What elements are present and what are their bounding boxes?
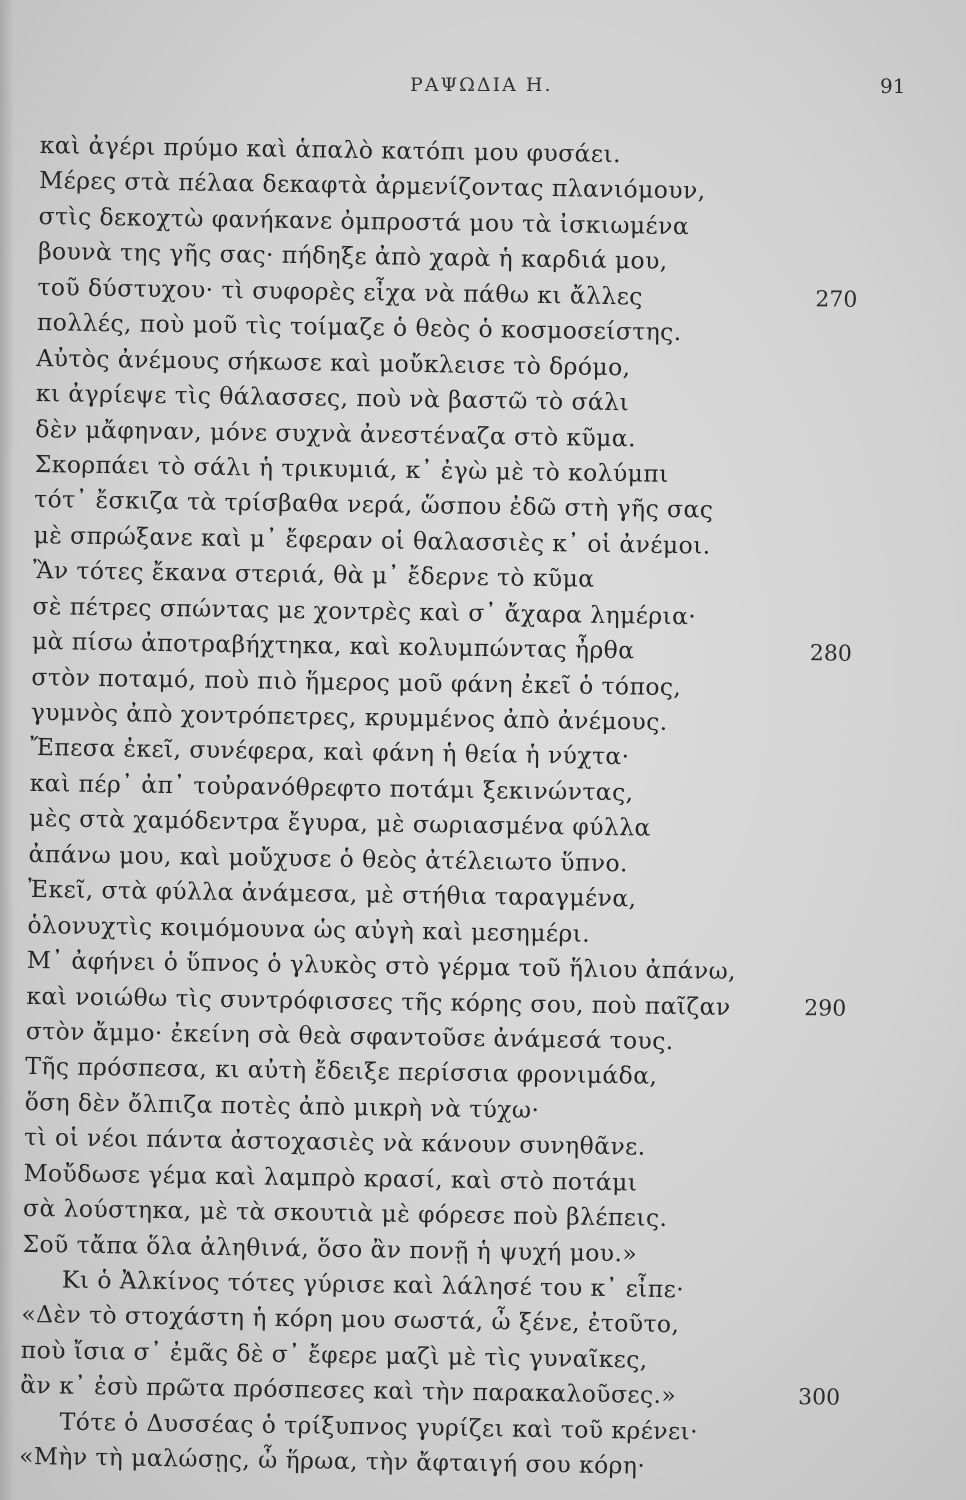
verse-line-text: Σοῦ τἄπα ὅλα ἀληθινά, ὅσο ἂν πονῇ ἡ ψυχή μου.»: [22, 1229, 638, 1268]
page-number: 91: [880, 74, 906, 98]
page-edge-shadow: [0, 0, 14, 1500]
verse-line-text: σὰ λούστηκα, μὲ τὰ σκουτιὰ μὲ φόρεσε ποὺ βλέπεις.: [22, 1193, 668, 1233]
verse-line-text: μὰ πίσω ἀποτραβήχτηκα, καὶ κολυμπώντας ἦρθα: [31, 627, 635, 665]
verse-line-text: βουνὰ της γῆς σας· πήδηξε ἀπὸ χαρὰ ἡ καρδιά μου,: [37, 237, 668, 276]
verse-line-text: στὸν ποταμό, ποὺ πιὸ ἥμερος μοῦ φάνη ἐκεῖ ὁ τόπος,: [31, 662, 682, 701]
verse-line-text: καὶ ἀγέρι πρύμο καὶ ἁπαλὸ κατόπι μου φυσάει.: [39, 130, 622, 169]
verse-line-text: Κι ὁ Ἀλκίνος τότες γύρισε καὶ λάλησέ του κ᾽ εἶπε·: [61, 1265, 685, 1304]
verse-line-text: Αὐτὸς ἀνέμους σήκωσε καὶ μοὔκλεισε τὸ δρόμο,: [36, 343, 631, 381]
verse-line-text: Ἂν τότες ἔκανα στεριά, θὰ μ᾽ ἔδερνε τὸ κῦμα: [32, 556, 595, 594]
verse-line-text: τοῦ δύστυχου· τὶ συφορὲς εἶχα νὰ πάθω κι ἄλλες: [37, 272, 644, 311]
verse-line-text: σὲ πέτρες σπώντας με χοντρὲς καὶ σ᾽ ἄχαρα λημέρια·: [32, 591, 697, 631]
verse-line-text: ἀπάνω μου, καὶ μοὔχυσε ὁ θεὸς ἀτέλειωτο ὕπνο.: [28, 839, 629, 878]
verse-line-text: «Δὲν τὸ στοχάστη ἡ κόρη μου σωστά, ὦ ξένε, ἐτοῦτο,: [21, 1300, 680, 1339]
line-number: 270: [815, 286, 858, 313]
verse-line-text: στὶς δεκοχτὼ φανήκανε ὀμπροστά μου τὰ ἰσκιωμένα: [38, 201, 690, 241]
verse-line-text: ὁλονυχτὶς κοιμόμουνα ὡς αὐγὴ καὶ μεσημέρι.: [27, 910, 591, 948]
verse-line-text: μὲ σπρώξανε καὶ μ᾽ ἔφεραν οἱ θαλασσιὲς κ᾽ οἱ ἀνέμοι.: [33, 520, 711, 560]
verse-line-text: Μέρες στὰ πέλαα δεκαφτὰ ἀρμενίζοντας πλανιόμουν,: [38, 166, 706, 205]
verse-line-text: ὅση δὲν ὄλπιζα ποτὲς ἀπὸ μικρὴ νὰ τύχω·: [24, 1087, 540, 1124]
verse-line-text: Μ᾽ ἀφήνει ὁ ὕπνος ὁ γλυκὸς στὸ γέρμα τοῦ ἥλιου ἀπάνω,: [26, 945, 737, 986]
verse-line-text: Μοὔδωσε γέμα καὶ λαμπρὸ κρασί, καὶ στὸ ποτάμι: [23, 1158, 638, 1197]
verse-line-text: δὲν μἄφηναν, μόνε συχνὰ ἀνεστέναζα στὸ κῦμα.: [35, 414, 637, 452]
line-number: 280: [809, 641, 853, 667]
verse-line-text: τὶ οἱ νέοι πάντα ἀστοχασιὲς νὰ κάνουν συνηθᾶνε.: [23, 1123, 646, 1161]
verse-line-text: στὸν ἄμμο· ἐκείνη σὰ θεὰ σφαντοῦσε ἀνάμεσά τους.: [25, 1016, 674, 1056]
verse-text-block: [19, 128, 860, 1487]
verse-line-text: Ἔπεσα ἐκεῖ, συνέφερα, καὶ φάνη ἡ θεία ἡ νύχτα·: [30, 733, 630, 771]
verse-line-text: τότ᾽ ἔσκιζα τὰ τρίσβαθα νερά, ὥσπου ἐδῶ στὴ γῆς σας: [33, 485, 714, 524]
verse-line-text: Τότε ὁ Δυσσέας ὁ τρίξυπνος γυρίζει καὶ τοῦ κρένει·: [59, 1407, 699, 1446]
verse-line-text: καὶ πέρ᾽ ἀπ᾽ τοὐρανόθρεφτο ποτάμι ξεκινώντας,: [29, 768, 634, 807]
verse-line-text: Ἐκεῖ, στὰ φύλλα ἀνάμεσα, μὲ στήθια ταραγμένα,: [27, 875, 637, 913]
line-number: 300: [797, 1385, 841, 1412]
verse-line-text: ἂν κ᾽ ἐσὺ πρῶτα πρόσπεσες καὶ τὴν παρακαλοῦσες.»: [20, 1371, 677, 1410]
verse-line-text: Τῆς πρόσπεσα, κι αὐτὴ ἔδειξε περίσσια φρονιμάδα,: [25, 1052, 658, 1091]
verse-line-text: μὲς στὰ χαμόδεντρα ἔγυρα, μὲ σωριασμένα φύλλα: [28, 804, 652, 842]
verse-line-text: γυμνὸς ἀπὸ χοντρόπετρες, κρυμμένος ἀπὸ ἀνέμους.: [30, 697, 668, 736]
verse-line-text: κι ἀγρίεψε τὶς θάλασσες, ποὺ νὰ βαστῶ τὸ σάλι: [35, 379, 630, 417]
verse-line-text: ποὺ ἴσια σ᾽ ἐμᾶς δὲ σ᾽ ἔφερε μαζὶ μὲ τὶς γυναῖκες,: [20, 1335, 648, 1374]
line-number: 290: [804, 995, 847, 1022]
running-header: [0, 74, 966, 104]
verse-line-text: «Μὴν τὴ μαλώσῃς, ὦ ἥρωα, τὴν ἄφταιγή σου κόρη·: [18, 1442, 646, 1480]
verse-line-text: Σκορπάει τὸ σάλι ἡ τρικυμιά, κ᾽ ἐγὼ μὲ τὸ κολύμπι: [34, 449, 669, 488]
running-title: ΡΑΨΩΔΙΑ Η.: [410, 74, 553, 96]
verse-line-text: πολλές, ποὺ μοῦ τὶς τοίμαζε ὁ θεὸς ὁ κοσμοσείστης.: [36, 308, 682, 347]
verse-line-text: καὶ νοιώθω τὶς συντρόφισσες τῆς κόρης σου, ποὺ παῖζαν: [26, 981, 731, 1021]
